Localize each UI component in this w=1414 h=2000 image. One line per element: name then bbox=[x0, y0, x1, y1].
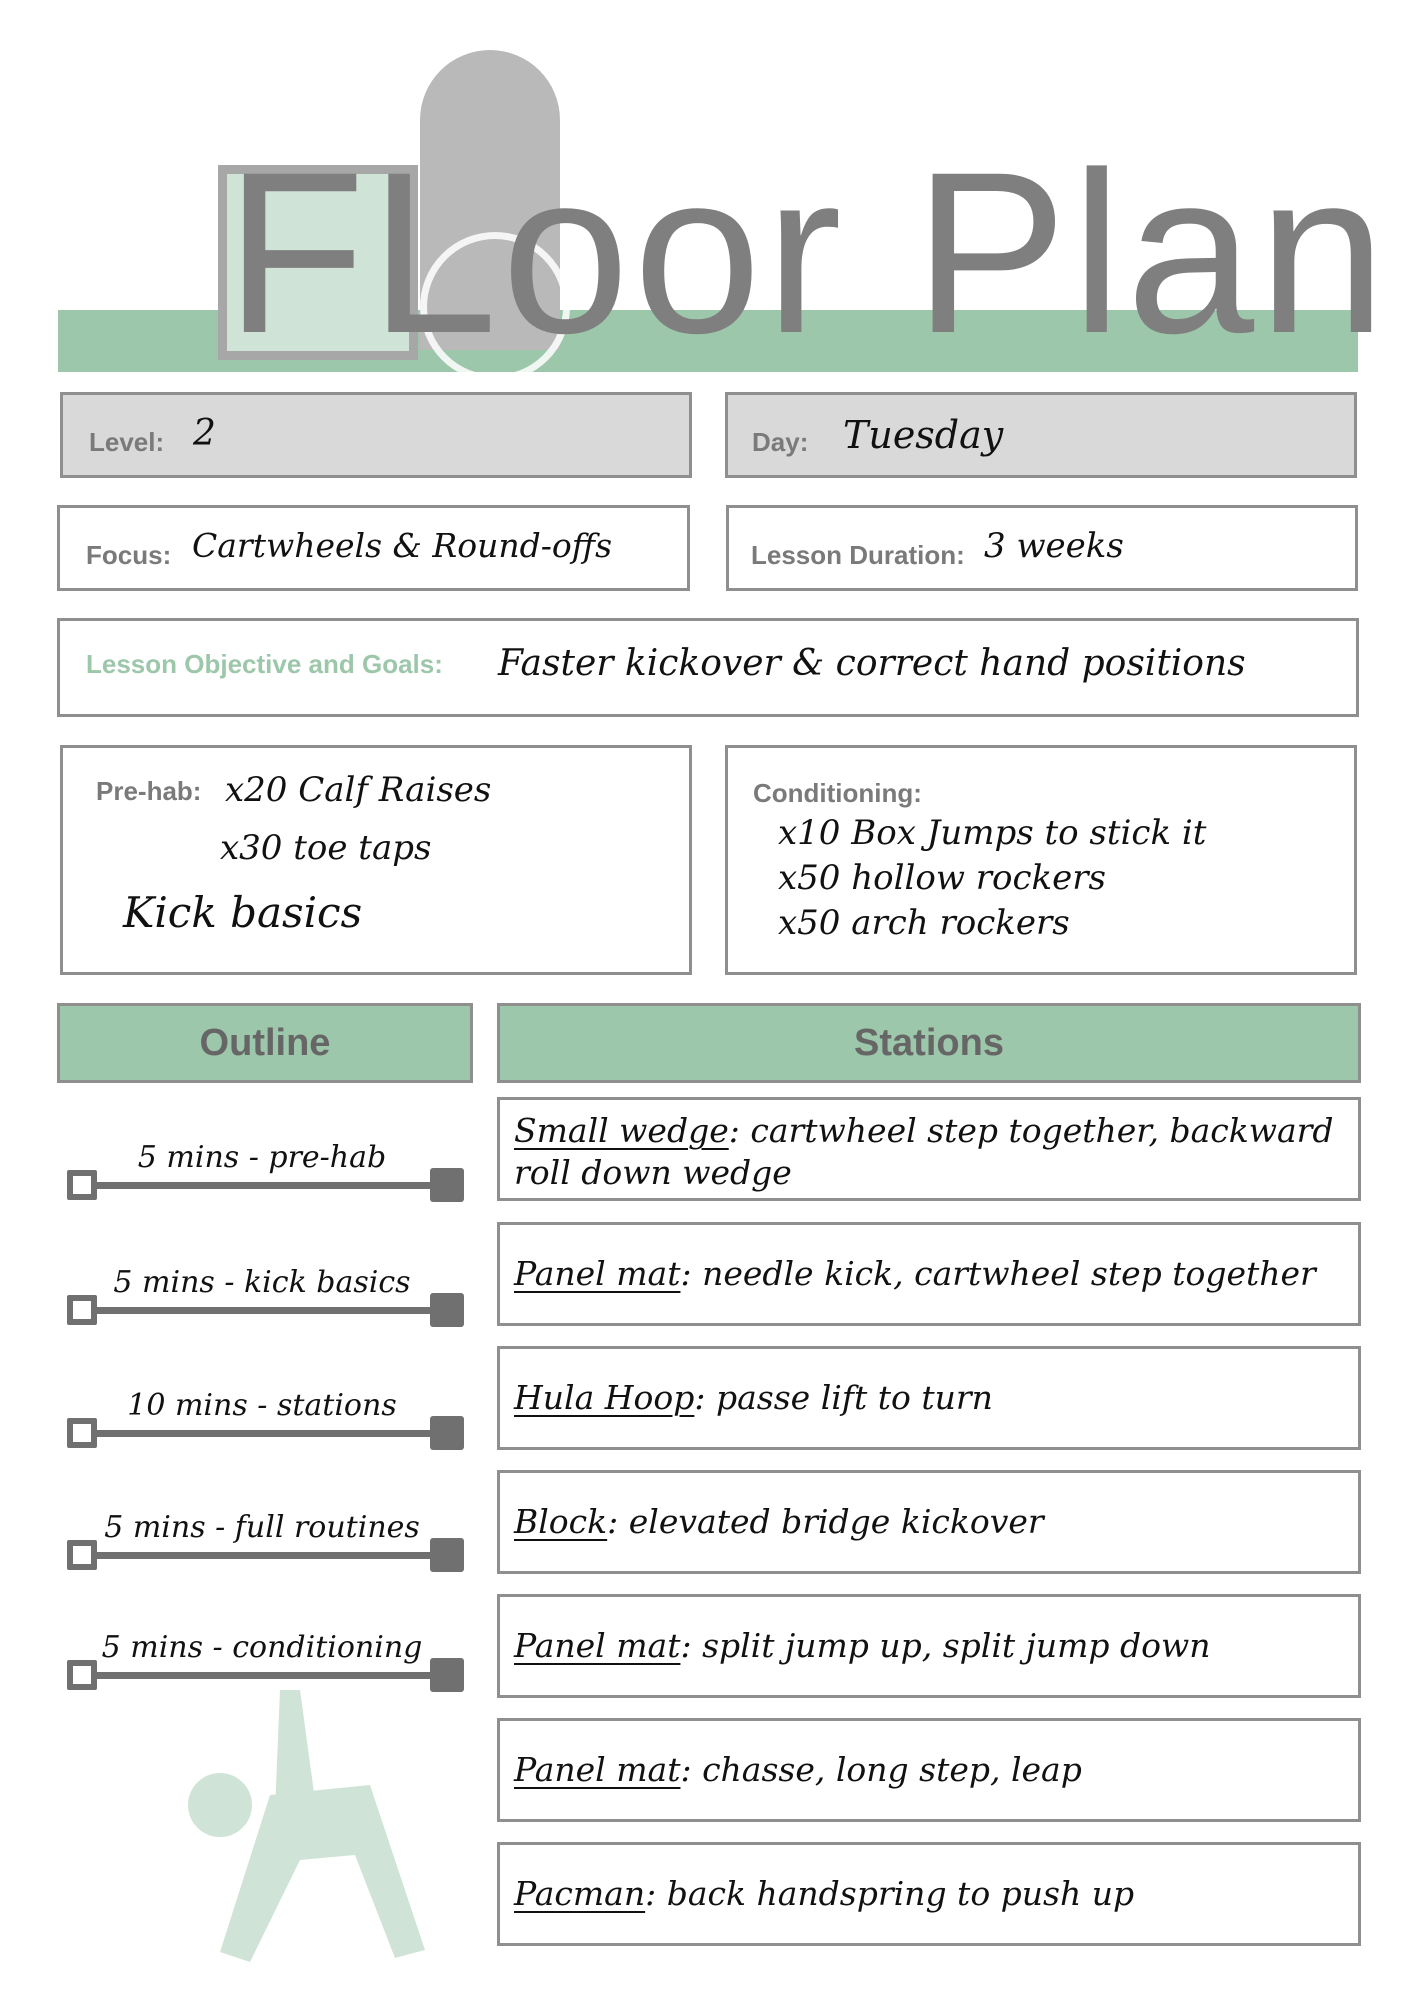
station-text bbox=[514, 1625, 1354, 1667]
bar-start-handle bbox=[67, 1540, 97, 1570]
outline-header: Outline bbox=[57, 1003, 473, 1083]
day-value: Tuesday bbox=[843, 413, 1004, 457]
timeline-bar bbox=[74, 1552, 459, 1559]
station-name: Pacman bbox=[514, 1874, 646, 1913]
station-description: back handspring to push up bbox=[656, 1874, 1135, 1913]
station-description: needle kick, cartwheel step together bbox=[691, 1254, 1316, 1293]
station-card bbox=[497, 1097, 1361, 1201]
level-label: Level: bbox=[89, 427, 165, 457]
focus-value: Cartwheels & Round-offs bbox=[192, 526, 613, 565]
bar-end-handle bbox=[430, 1293, 464, 1327]
station-text bbox=[514, 1253, 1354, 1295]
station-description: chasse, long step, leap bbox=[691, 1750, 1082, 1789]
bar-end-handle bbox=[430, 1416, 464, 1450]
station-name: Panel mat bbox=[514, 1750, 681, 1789]
station-name: Block bbox=[514, 1502, 608, 1541]
duration-label: Lesson Duration: bbox=[751, 540, 965, 570]
station-description: passe lift to turn bbox=[705, 1378, 993, 1417]
prehab-line: x20 Calf Raises bbox=[225, 770, 492, 810]
outline-item-label: 5 mins - pre-hab bbox=[137, 1140, 387, 1175]
timeline-bar bbox=[74, 1672, 459, 1679]
bar-end-handle bbox=[430, 1168, 464, 1202]
bar-start-handle bbox=[67, 1170, 97, 1200]
conditioning-box bbox=[725, 745, 1357, 975]
station-text bbox=[514, 1501, 1354, 1543]
station-card bbox=[497, 1842, 1361, 1946]
station-name: Small wedge bbox=[514, 1111, 729, 1150]
station-separator: : bbox=[728, 1111, 740, 1150]
objective-box bbox=[57, 618, 1359, 717]
conditioning-label: Conditioning: bbox=[753, 778, 922, 808]
outline-item-label: 10 mins - stations bbox=[127, 1388, 397, 1423]
stations-header: Stations bbox=[497, 1003, 1361, 1083]
station-name: Panel mat bbox=[514, 1626, 681, 1665]
focus-box bbox=[57, 505, 690, 591]
outline-item bbox=[62, 1265, 472, 1325]
station-name: Hula Hoop bbox=[514, 1378, 695, 1417]
bar-end-handle bbox=[430, 1538, 464, 1572]
station-text bbox=[514, 1110, 1354, 1194]
stretching-figure-icon bbox=[180, 1680, 460, 1980]
prehab-line: x30 toe taps bbox=[220, 828, 432, 868]
duration-box bbox=[726, 505, 1358, 591]
station-separator: : bbox=[680, 1254, 692, 1293]
station-description: split jump up, split jump down bbox=[691, 1626, 1211, 1665]
bar-start-handle bbox=[67, 1418, 97, 1448]
timeline-bar bbox=[74, 1307, 459, 1314]
station-separator: : bbox=[680, 1750, 692, 1789]
timeline-bar bbox=[74, 1182, 459, 1189]
conditioning-line: x10 Box Jumps to stick it bbox=[778, 813, 1207, 853]
outline-item bbox=[62, 1388, 472, 1448]
level-box bbox=[60, 392, 692, 478]
station-separator: : bbox=[645, 1874, 657, 1913]
station-text bbox=[514, 1873, 1354, 1915]
station-card bbox=[497, 1222, 1361, 1326]
prehab-box bbox=[60, 745, 692, 975]
objective-value: Faster kickover & correct hand positions bbox=[498, 643, 1246, 684]
station-card bbox=[497, 1594, 1361, 1698]
day-label: Day: bbox=[752, 427, 809, 457]
timeline-bar bbox=[74, 1430, 459, 1437]
station-separator: : bbox=[680, 1626, 692, 1665]
station-name: Panel mat bbox=[514, 1254, 681, 1293]
conditioning-line: x50 hollow rockers bbox=[778, 858, 1106, 898]
station-separator: : bbox=[607, 1502, 619, 1541]
station-separator: : bbox=[694, 1378, 706, 1417]
station-card bbox=[497, 1346, 1361, 1450]
outline-item bbox=[62, 1140, 472, 1200]
bar-start-handle bbox=[67, 1295, 97, 1325]
duration-value: 3 weeks bbox=[984, 526, 1124, 566]
bar-start-handle bbox=[67, 1660, 97, 1690]
station-card bbox=[497, 1470, 1361, 1574]
station-description: cartwheel step together, backward roll down wedge bbox=[514, 1111, 1334, 1192]
prehab-line: Kick basics bbox=[123, 888, 363, 937]
station-text bbox=[514, 1749, 1354, 1791]
station-description: elevated bridge kickover bbox=[618, 1502, 1044, 1541]
outline-item bbox=[62, 1510, 472, 1570]
outline-item-label: 5 mins - kick basics bbox=[113, 1265, 411, 1300]
outline-item-label: 5 mins - full routines bbox=[104, 1510, 420, 1545]
objective-label: Lesson Objective and Goals: bbox=[86, 649, 443, 679]
level-value: 2 bbox=[193, 413, 216, 454]
station-card bbox=[497, 1718, 1361, 1822]
station-text bbox=[514, 1377, 1354, 1419]
page-title: FLoor Plan bbox=[225, 124, 1391, 381]
focus-label: Focus: bbox=[86, 540, 172, 570]
day-box bbox=[725, 392, 1357, 478]
conditioning-line: x50 arch rockers bbox=[778, 903, 1070, 943]
outline-item-label: 5 mins - conditioning bbox=[101, 1630, 423, 1665]
prehab-label: Pre-hab: bbox=[96, 776, 202, 806]
